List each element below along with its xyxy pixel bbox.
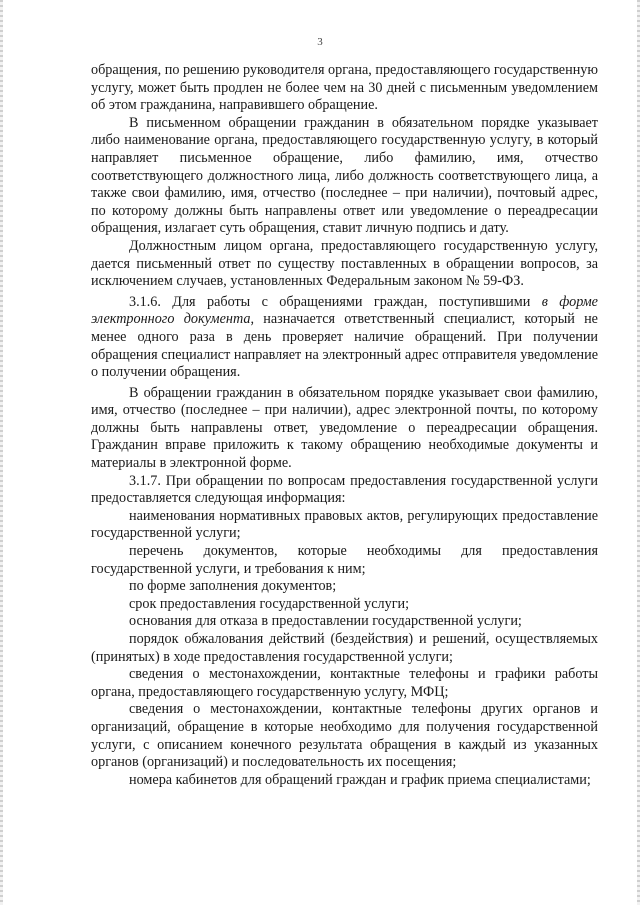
list-item-normative-acts: наименования нормативных правовых актов, регулирующих предоставление государственной услуги; (91, 507, 598, 542)
list-item-location-schedule: сведения о местонахождении, контактные телефоны и графики работы органа, предоставляющего государственную услугу, МФЦ; (91, 666, 598, 700)
paragraph-written-reply: Должностным лицом органа, предоставляющего государственную услугу, дается письменный ответ по существу поставленных в обращении вопросов, за исключением случаев, установленных Федеральным законом № 59-ФЗ. (91, 237, 598, 290)
paragraph-deadline-extension: обращения, по решению руководителя органа, предоставляющего государственную услугу, может быть продлен не более чем на 30 дней с письменным уведомлением об этом гражданина, направившего обращение. (91, 62, 598, 114)
paragraph-3-1-6-italic: в форме электронного документа (91, 293, 598, 328)
document-body (91, 62, 598, 789)
paragraph-3-1-6-end: , назначается ответственный специалист, который не менее одного раза в день проверяет наличие обращений. При получении обращения специалист направляет на электронный адрес отправителя уведомление о получении обращения. (91, 311, 598, 381)
list-item-office-numbers: номера кабинетов для обращений граждан и график приема специалистами; (129, 771, 591, 788)
list-item-term: срок предоставления государственной услуги; (129, 595, 410, 612)
scan-edge-left (0, 0, 3, 905)
list-item-documents: перечень документов, которые необходимы для предоставления государственной услуги, и требования к ним; (91, 543, 598, 577)
list-item-form-filling: по форме заполнения документов; (129, 578, 337, 595)
list-item-other-organs: сведения о местонахождении, контактные телефоны других органов и организаций, обращение в которые необходимо для получения государственной услуги, с описанием конечного результата обращения в каждый из указанных органов (организаций) и последовательность их посещения; (91, 701, 598, 771)
list-item-appeal-procedure: порядок обжалования действий (бездействия) и решений, осуществляемых (принятых) в ходе предоставления государственной услуги; (91, 631, 598, 665)
paragraph-3-1-7: 3.1.7. При обращении по вопросам предоставления государственной услуги предоставляется следующая информация: (91, 472, 598, 507)
paragraph-3-1-6 (91, 294, 598, 382)
paragraph-written-appeal: В письменном обращении гражданин в обязательном порядке указывает либо наименование органа, предоставляющего государственную услугу, в который направляет письменное обращение, либо фамилию, имя, отчество соответствующего должностного лица, либо должность соответствующего лица, а также свои фамилию, имя, отчество (последнее – при наличии), почтовый адрес, по которому должны быть направлены ответ или уведомление о переадресации обращения, излагает суть обращения, ставит личную подпись и дату. (91, 114, 598, 237)
paragraph-electronic-appeal: В обращении гражданин в обязательном порядке указывает свои фамилию, имя, отчество (последнее – при наличии), адрес электронной почты, по которому должны быть направлены ответ, уведомление о переадресации обращения. Гражданин вправе приложить к такому обращению необходимые документы и материалы в электронной форме. (91, 384, 598, 472)
page-number: 3 (317, 36, 323, 48)
list-item-refusal-grounds: основания для отказа в предоставлении государственной услуги; (129, 613, 522, 630)
paragraph-3-1-6-start: 3.1.6. Для работы с обращениями граждан, поступившими (129, 293, 542, 310)
